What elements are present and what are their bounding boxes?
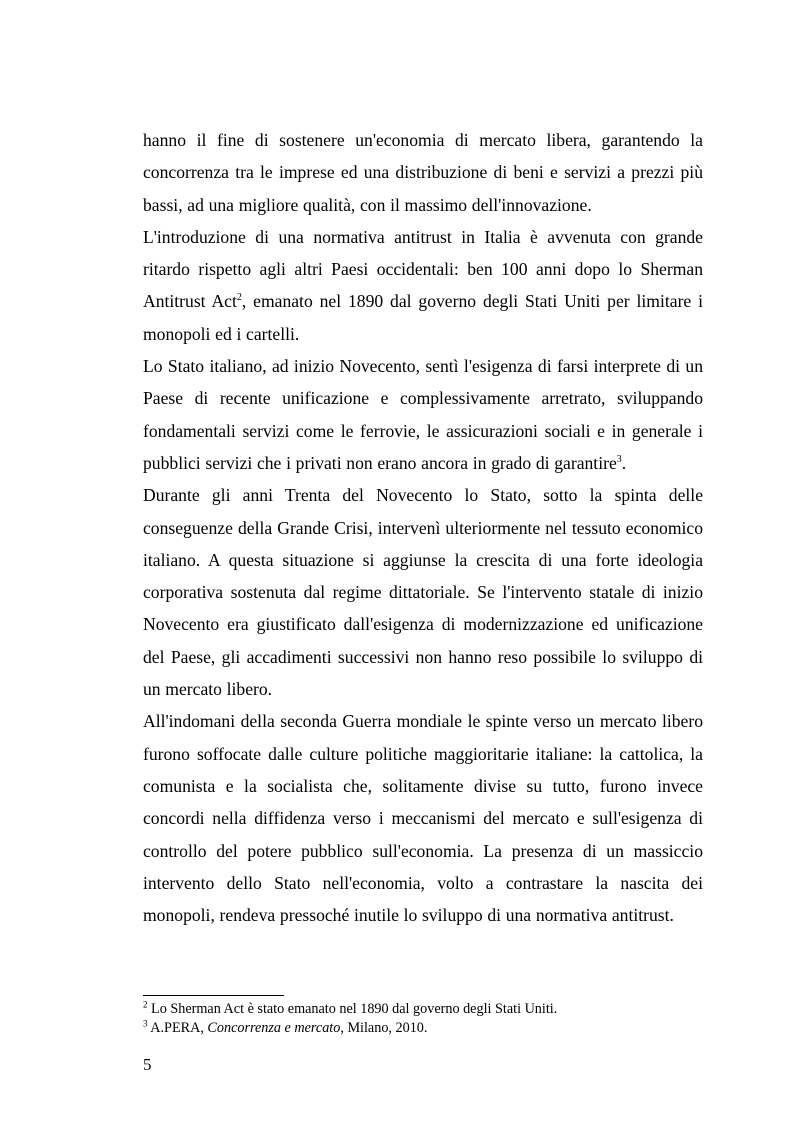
paragraph-text: Durante gli anni Trenta del Novecento lo Stato, sotto la spinta delle conseguenze della Grande Crisi, intervenì ulteriormente nel tessuto economico italiano. A questa situazione si aggiunse la crescita di una forte ideologia corporativa sostenuta dal regime dittatoriale. Se l'intervento statale di inizio Novecento era giustificato dall'esigenza di modernizzazione ed unificazione del Paese, gli accadimenti successivi non hanno reso possibile lo sviluppo di un mercato libero. [143, 485, 703, 700]
footnote-ref-3[interactable]: 3 [616, 454, 622, 466]
paragraph-text: . [621, 452, 627, 473]
footnote-marker: 2 [143, 999, 148, 1010]
paragraph-text: Lo Stato italiano, ad inizio Novecento, sentì l'esigenza di farsi interprete di un Paese di recente unificazione e complessivamente arretrato, sviluppando fondamentali servizi come le ferrovie, le assicurazioni sociali e in generale i pubblici servizi che i privati non erano ancora in grado di garantire [143, 356, 703, 473]
footnote-separator [143, 995, 284, 996]
paragraph-3 [143, 350, 703, 479]
body-text [143, 124, 703, 931]
footnote-2 [143, 1000, 703, 1019]
footnote-book-title: Concorrenza e mercato [207, 1020, 341, 1036]
footnote-marker: 3 [143, 1018, 148, 1029]
paragraph-1 [143, 124, 703, 221]
footnote-ref-2[interactable]: 2 [236, 292, 242, 304]
footnote-text: Lo Sherman Act è stato emanato nel 1890 dal governo degli Stati Uniti. [147, 1001, 558, 1017]
paragraph-4 [143, 479, 703, 705]
paragraph-text: , emanato nel 1890 dal governo degli Stati Uniti per limitare i monopoli ed i cartelli. [143, 291, 703, 344]
footnotes [143, 1000, 703, 1038]
footnote-text: , Milano, 2010. [340, 1020, 428, 1036]
page-number: 5 [143, 1055, 152, 1074]
paragraph-text: hanno il fine di sostenere un'economia di mercato libera, garantendo la concorrenza tra le imprese ed una distribuzione di beni e servizi a prezzi più bassi, ad una migliore qualità, con il massimo dell'innovazione. [143, 130, 703, 215]
paragraph-5 [143, 705, 703, 931]
footnote-3 [143, 1019, 703, 1038]
paragraph-2 [143, 221, 703, 350]
paragraph-text: All'indomani della seconda Guerra mondiale le spinte verso un mercato libero furono soffocate dalle culture politiche maggioritarie italiane: la cattolica, la comunista e la socialista che, solitamente divise su tutto, furono invece concordi nella diffidenza verso i meccanismi del mercato e sull'esigenza di controllo del potere pubblico sull'economia. La presenza di un massiccio intervento dello Stato nell'economia, volto a contrastare la nascita dei monopoli, rendeva pressoché inutile lo sviluppo di una normativa antitrust. [143, 711, 703, 926]
footnote-text: A.PERA, [147, 1020, 208, 1036]
paragraph-text: L'introduzione di una normativa antitrust in Italia è avvenuta con grande ritardo rispetto agli altri Paesi occidentali: ben 100 anni dopo lo Sherman Antitrust Act [143, 226, 703, 312]
